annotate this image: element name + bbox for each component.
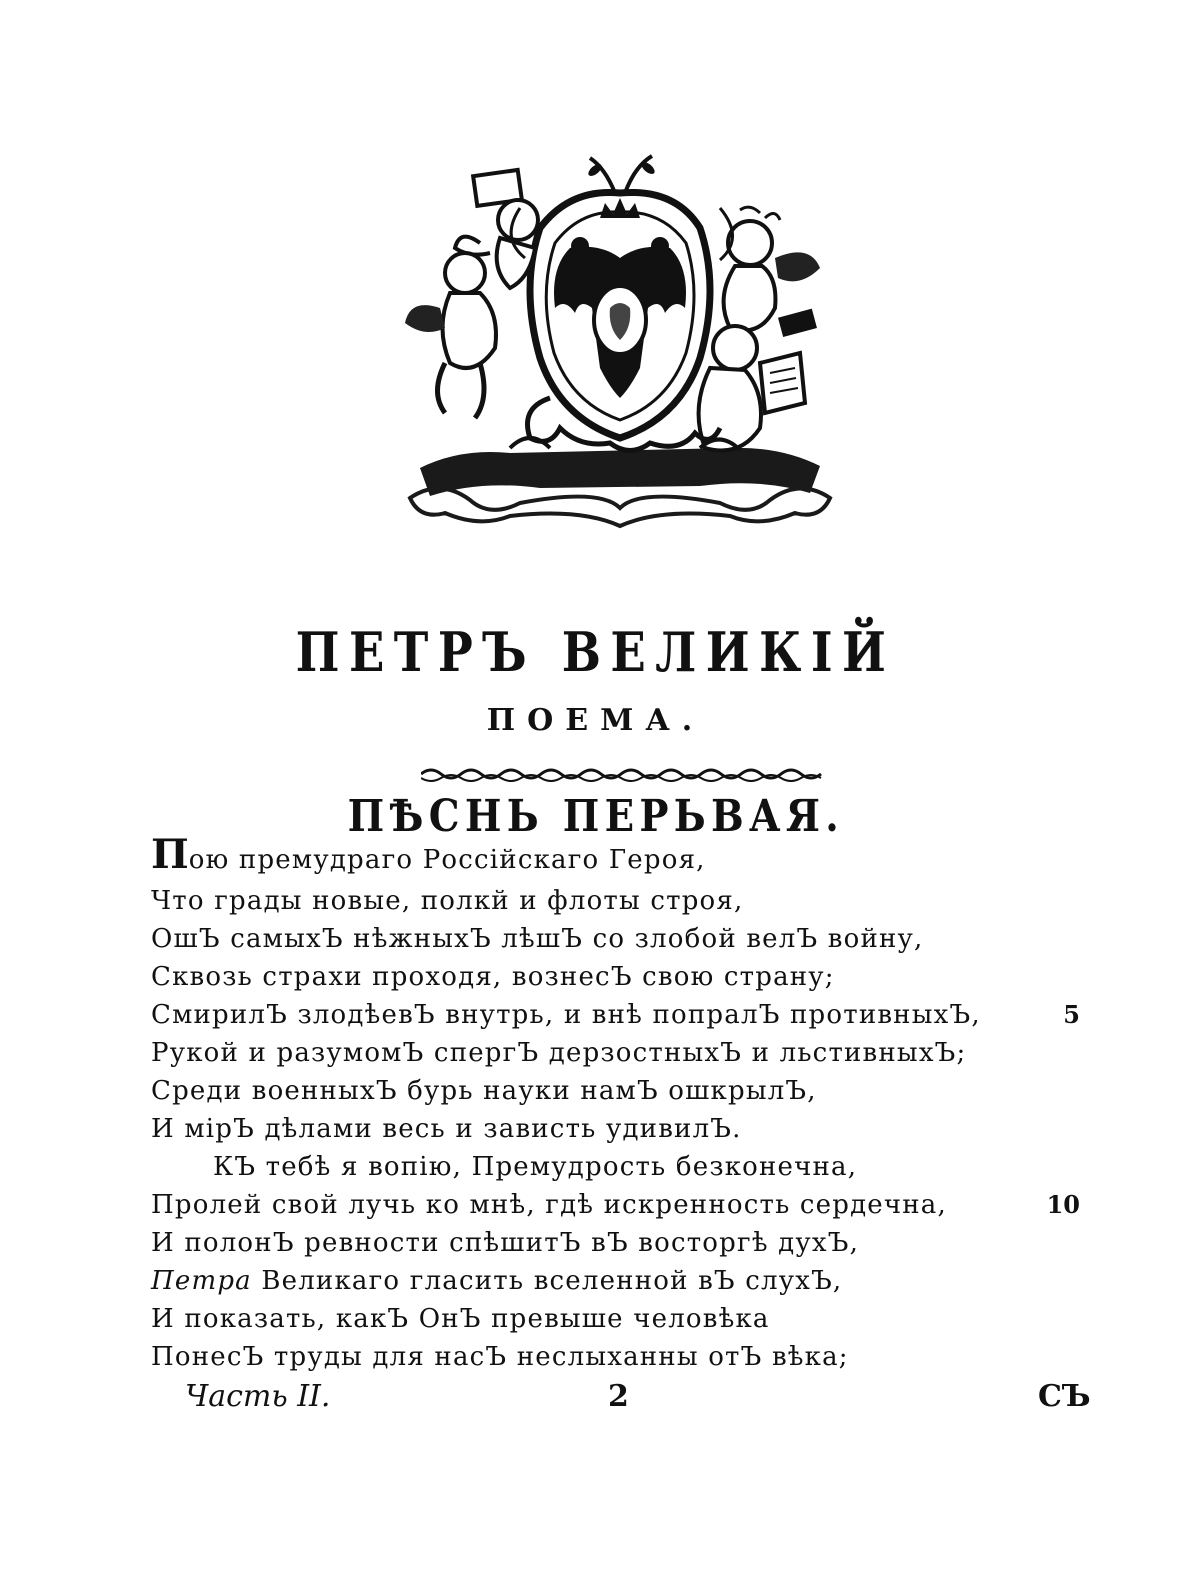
poem-line: И мірЪ дѣлами весь и зависть удивилЪ.: [151, 1114, 742, 1144]
catchword: СЪ: [1038, 1379, 1091, 1414]
italic-name: Петра: [151, 1266, 252, 1296]
vignette-laurel: [590, 156, 652, 193]
vignette-cherub-right: [724, 207, 820, 337]
book-title: ПЕТРЪ ВЕЛИКІЙ: [295, 620, 896, 684]
signature-mark: 2: [608, 1379, 629, 1414]
vignette-cherub-left: [405, 253, 496, 418]
poem-line: СмирилЪ злодѣевЪ внутрь, и внѣ попралЪ противныхЪ,: [151, 1000, 981, 1030]
book-subtitle: ПОЕМА.: [486, 703, 705, 738]
poem-line: Пою премудраго Россійскаго Героя,: [151, 831, 706, 878]
poem-line: ОшЪ самыхЪ нѣжныхЪ лѣшЪ со злобой велЪ войну,: [151, 924, 924, 954]
poem-line: Рукой и разумомЪ спергЪ дерзостныхЪ и льстивныхЪ;: [151, 1038, 967, 1068]
poem-line: Сквозь страхи проходя, вознесЪ свою страну;: [151, 962, 835, 992]
poem-line: И полонЪ ревности спѣшитЪ вЪ восторгѣ духЪ,: [151, 1228, 860, 1258]
line-number: 5: [1063, 1000, 1080, 1029]
poem-line: Пролей свой лучь ко мнѣ, гдѣ искренность сердечна,: [151, 1190, 947, 1220]
line-number: 10: [1046, 1190, 1080, 1219]
poem-line: ПонесЪ труды для насЪ неслыханны отЪ вѣка;: [151, 1342, 849, 1372]
poem-line: И показать, какЪ ОнЪ превыше человѣка: [151, 1304, 770, 1334]
vignette-scroll-base: [410, 488, 830, 526]
poem-line: Петра Великаго гласить вселенной вЪ слухЪ,: [151, 1266, 843, 1296]
poem-line: Что грады новые, полкй и флоты строя,: [151, 886, 744, 916]
drop-cap: П: [151, 831, 189, 878]
footer-part-label: Часть II.: [185, 1379, 331, 1414]
engraved-vignette: [400, 148, 840, 538]
canto-title: ПѢСНЬ ПЕРЬВАЯ.: [347, 791, 845, 842]
poem-line: Среди военныхЪ бурь науки намЪ ошкрылЪ,: [151, 1076, 817, 1106]
vignette-pedestal: [420, 448, 820, 496]
poem-line: КЪ тебѣ я вопію, Премудрость безконечна,: [213, 1152, 858, 1182]
ornamental-divider: [421, 764, 831, 784]
vignette-cherub-reading: [699, 326, 805, 451]
